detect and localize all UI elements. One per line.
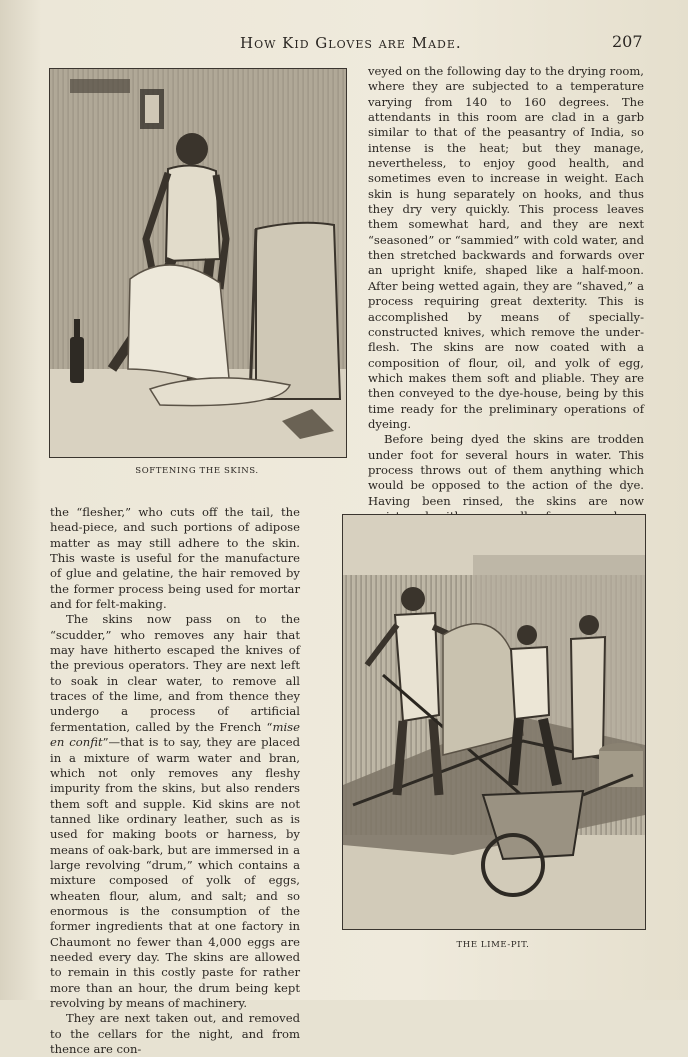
caption-softening-skins: SOFTENING THE SKINS. (135, 466, 259, 476)
paragraph: the “flesher,” who cuts off the tail, the head-piece, and such portions of adipose matter as may still adhere to the skin. This waste is useful for the manufacture of glue and gelatine, the hair removed by the former process being used for mortar and for felt-making. (50, 505, 300, 612)
right-column-text (368, 64, 644, 570)
page-number: 207 (612, 32, 643, 51)
running-title: How Kid Gloves are Made. (240, 34, 462, 52)
page-header (0, 30, 688, 56)
text-run: ”—that is to say, they are placed in a mixture of warm water and bran, which not only removes any fleshy impurity from the skins, but also renders them soft and supple. Kid skins are not tanned like ordinary leather, such as is used for making boots or harness, by means of oak-bark, but are immersed in a large revolving “drum,” which contains a mixture composed of yolk of eggs, wheaten flour, alum, and salt; and so enormous is the consumption of the former ingredients that at one factory in Chaumont no fewer than 4,000 eggs are needed every day. The skins are allowed to remain in this costly paste for rather more than an hour, the drum being kept revolving by means of machinery. (50, 735, 300, 1010)
paragraph (50, 612, 300, 1011)
softening-skins-engraving (50, 69, 346, 457)
illustration-softening-skins (49, 68, 347, 458)
caption-lime-pit: THE LIME-PIT. (456, 940, 530, 950)
italic-term: mise en confit (50, 719, 300, 750)
paragraph: They are next taken out, and removed to the cellars for the night, and from thence are con- (50, 1011, 300, 1057)
paragraph: Before being dyed the skins are trodden under foot for several hours in water. This process throws out of them anything which would be opposed to the action of the dye. Having been rinsed, the skins are now (368, 432, 644, 508)
left-column-text (50, 505, 300, 1057)
paragraph: veyed on the following day to the drying room, where they are subjected to a temperature varying from 140 to 160 degrees. The attendants in this room are clad in a garb similar to that of the peasantry of India, so intense is the heat; but they manage, nevertheless, to enjoy good health, and sometimes even to increase in weight. Each skin is hung separately on hooks, and thus they dry very quickly. This process leaves them somewhat hard, and they are next “seasoned” or “sammied” with cold water, and then stretched backwards and forwards over an upright knife, shaped like a half-moon. After being wetted again, they are “shaved,” a process requiring great dexterity. This is accomplished by means of specially-constructed knives, which remove the under-flesh. The skins are now coated with a composition of flour, oil, and yolk of egg, which makes them soft and pliable. They are then conveyed to the dye-house, being by this time ready for the preliminary operations of dyeing. (368, 64, 644, 431)
illustration-lime-pit (342, 514, 646, 930)
text-run: The skins now pass on to the “scudder,” who removes any hair that may have hitherto escaped the knives of the previous operators. They are next left to soak in clear water, to remove all traces of the lime, and from thence they undergo a process of artificial fermentation, called by the French “ (50, 612, 300, 734)
lime-pit-engraving (343, 515, 645, 929)
